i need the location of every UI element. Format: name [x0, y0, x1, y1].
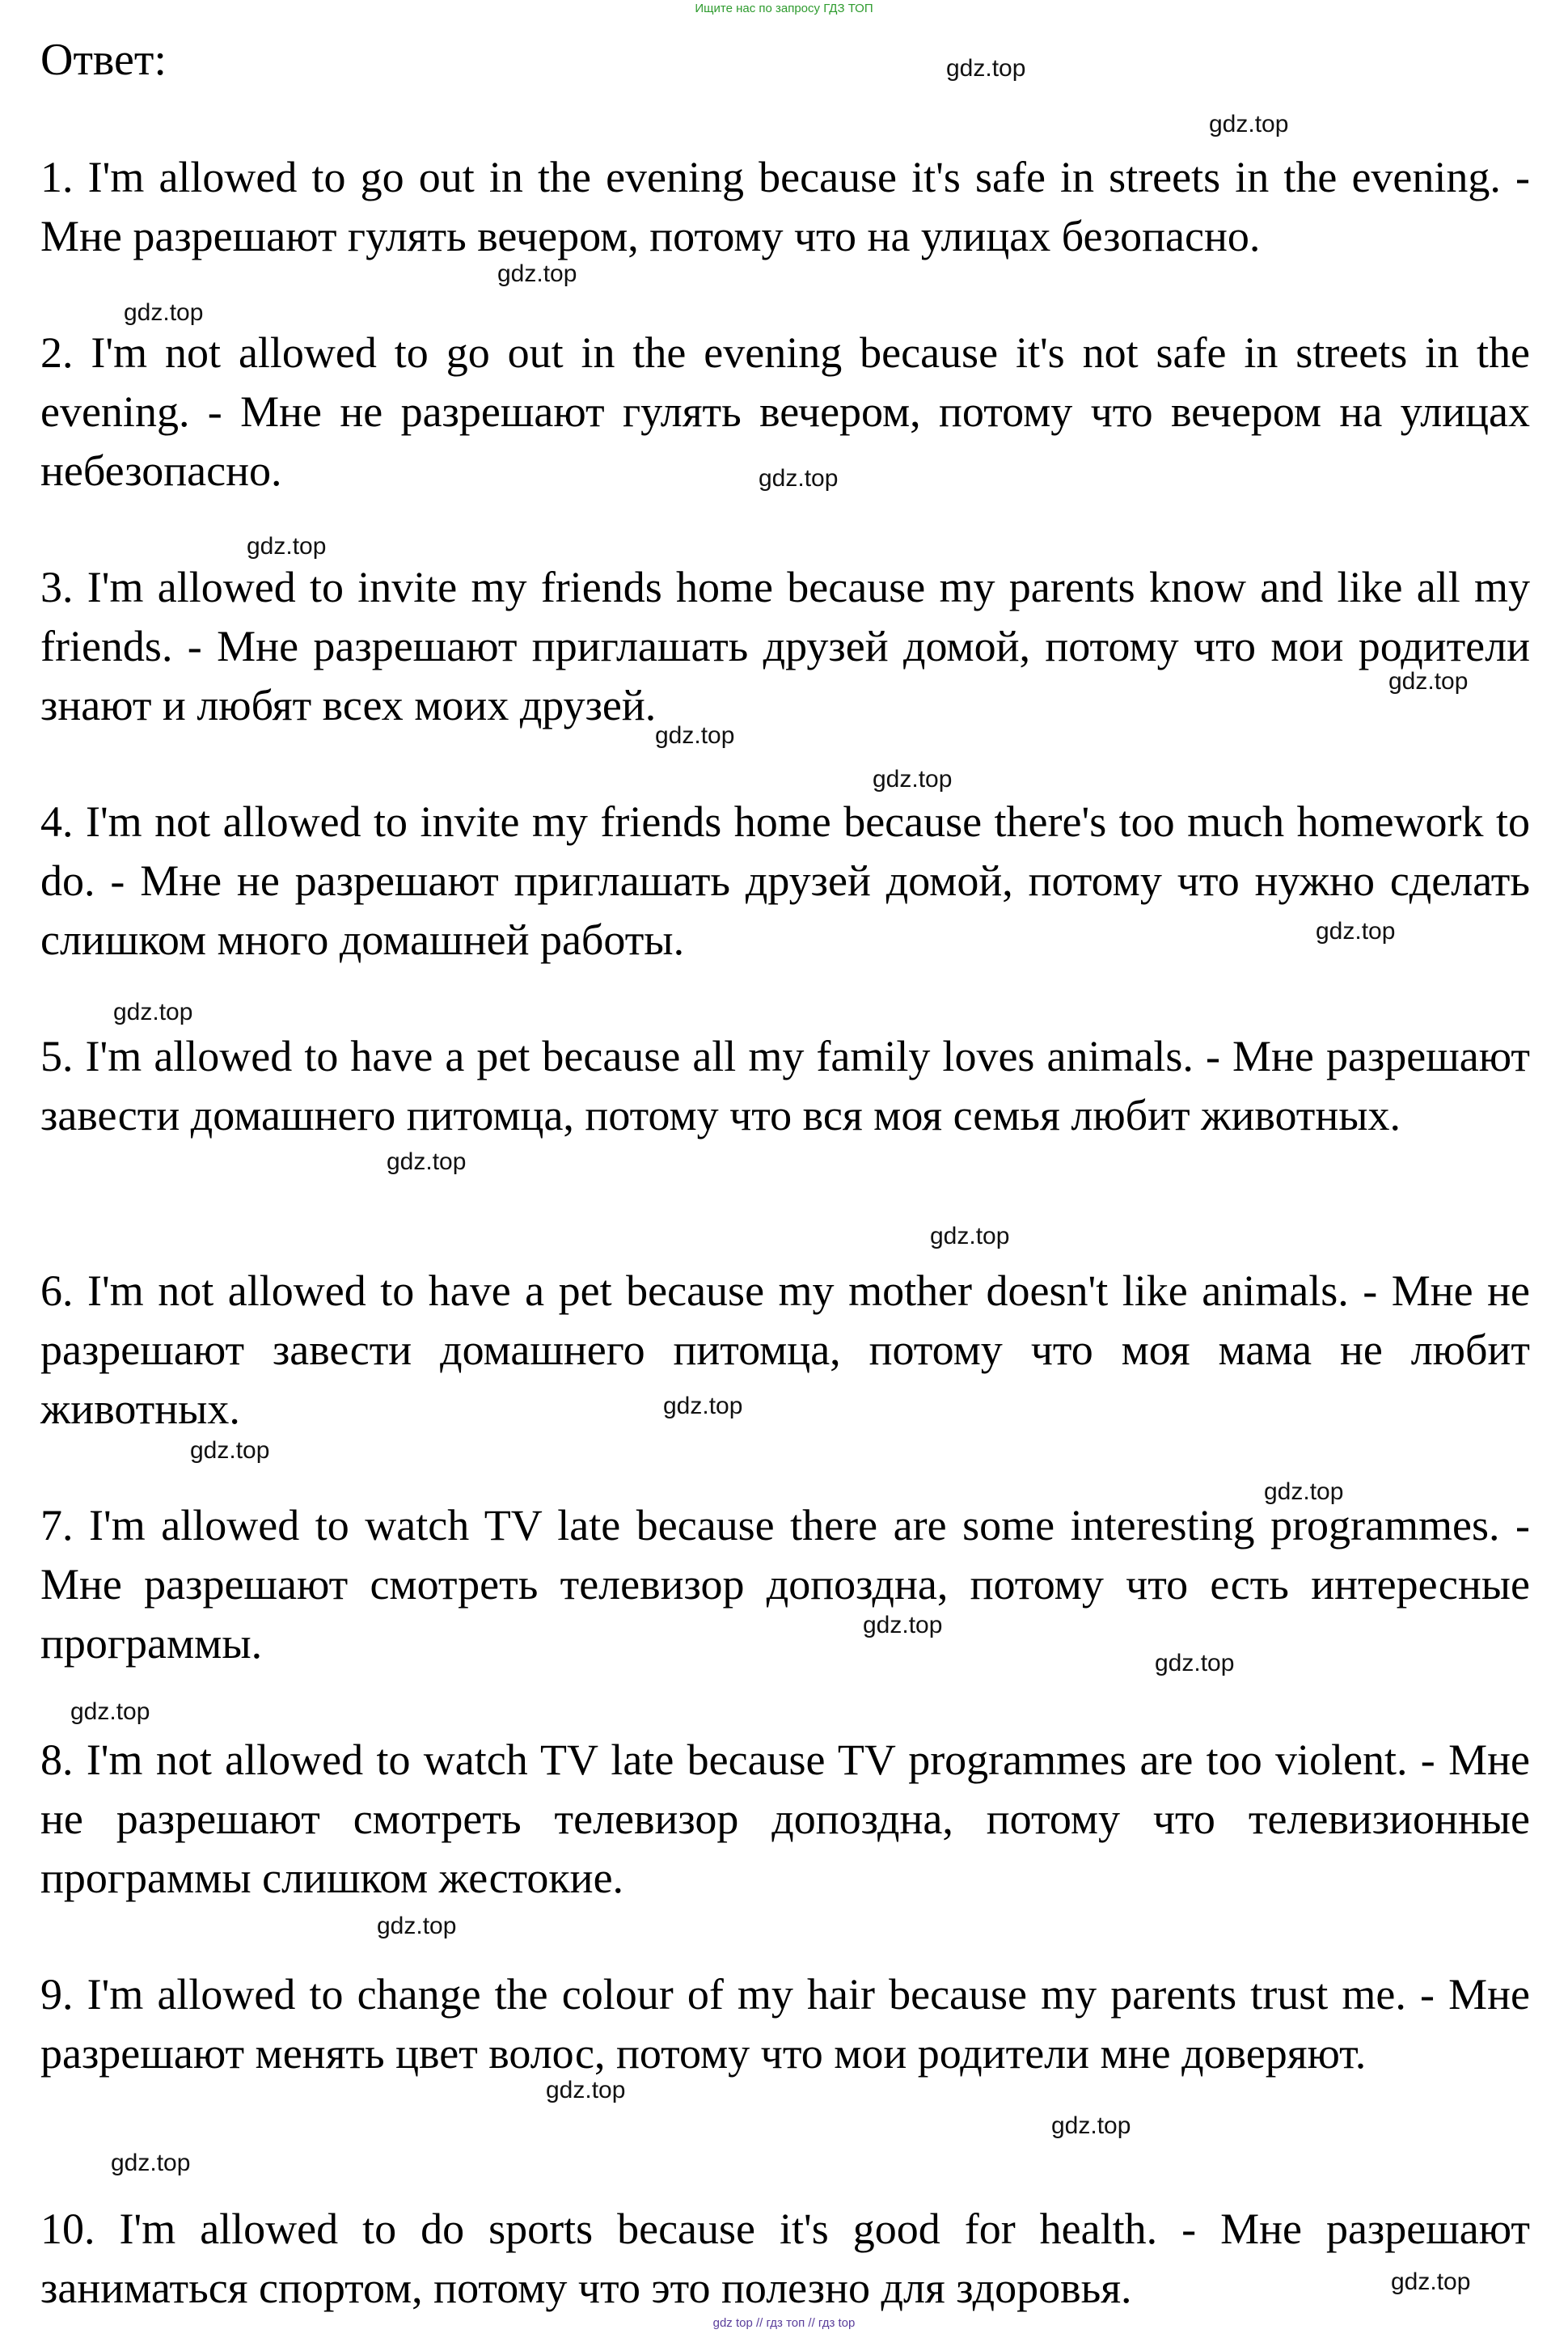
watermark: gdz.top	[663, 1393, 743, 1419]
watermark: gdz.top	[1388, 668, 1469, 695]
watermark: gdz.top	[655, 722, 735, 749]
watermark: gdz.top	[759, 465, 839, 492]
watermark: gdz.top	[946, 55, 1026, 82]
answer-item-3: 3. I'm allowed to invite my friends home because my parents know and like all my friends. - Мне разрешают приглашать друзей домой, потому что мои родители знают и любят всех моих друзей.	[40, 563, 1530, 729]
watermark: gdz.top	[111, 2150, 191, 2176]
watermark: gdz.top	[1264, 1478, 1344, 1505]
watermark: gdz.top	[1209, 111, 1289, 137]
watermark: gdz.top	[387, 1148, 467, 1175]
answer-item-4: 4. I'm not allowed to invite my friends home because there's too much homework to do. - Мне не разрешают приглашать друзей домой, потому что нужно сделать слишком много домашней работы.	[40, 797, 1530, 964]
watermark: gdz.top	[1051, 2112, 1131, 2139]
answer-item-7: 7. I'm allowed to watch TV late because there are some interesting programmes. - Мне разрешают смотреть телевизор допоздна, потому что есть интересные программы.	[40, 1501, 1530, 1668]
watermark: gdz.top	[124, 299, 204, 326]
watermark: gdz.top	[873, 766, 953, 793]
answer-item-8: 8. I'm not allowed to watch TV late because TV programmes are too violent. - Мне не разрешают смотреть телевизор допоздна, потому что телевизионные программы слишком жестокие.	[40, 1736, 1530, 1902]
top-banner: Ищите нас по запросу ГДЗ ТОП	[695, 2, 873, 15]
answer-item-6: 6. I'm not allowed to have a pet because my mother doesn't like animals. - Мне не разрешают завести домашнего питомца, потому что моя мама не любит животных.	[40, 1266, 1530, 1433]
answer-heading: Ответ:	[40, 35, 167, 85]
answer-item-9: 9. I'm allowed to change the colour of my hair because my parents trust me. - Мне разрешают менять цвет волос, потому что мои родители мне доверяют.	[40, 1970, 1530, 2078]
watermark: gdz.top	[546, 2077, 626, 2103]
watermark: gdz.top	[70, 1698, 150, 1725]
watermark: gdz.top	[930, 1223, 1010, 1249]
watermark: gdz.top	[1316, 918, 1396, 945]
answer-item-5: 5. I'm allowed to have a pet because all my family loves animals. - Мне разрешают завести домашнего питомца, потому что вся моя семья любит животных.	[40, 1032, 1530, 1139]
watermark: gdz.top	[1155, 1650, 1235, 1676]
answer-item-1: 1. I'm allowed to go out in the evening because it's safe in streets in the evening. - Мне разрешают гулять вечером, потому что на улицах безопасно.	[40, 153, 1530, 260]
watermark: gdz.top	[113, 999, 193, 1025]
answer-item-2: 2. I'm not allowed to go out in the evening because it's not safe in streets in the evening. - Мне не разрешают гулять вечером, потому что вечером на улицах небезопасно.	[40, 328, 1530, 495]
watermark: gdz.top	[190, 1437, 270, 1464]
watermark: gdz.top	[247, 533, 327, 560]
watermark: gdz.top	[863, 1612, 943, 1638]
watermark: gdz.top	[1391, 2268, 1471, 2295]
watermark: gdz.top	[377, 1913, 457, 1939]
footer-banner: gdz top // гдз топ // гдз top	[712, 2316, 856, 2330]
answer-item-10: 10. I'm allowed to do sports because it's good for health. - Мне разрешают заниматься спортом, потому что это полезно для здоровья.	[40, 2205, 1530, 2312]
watermark: gdz.top	[497, 260, 577, 287]
